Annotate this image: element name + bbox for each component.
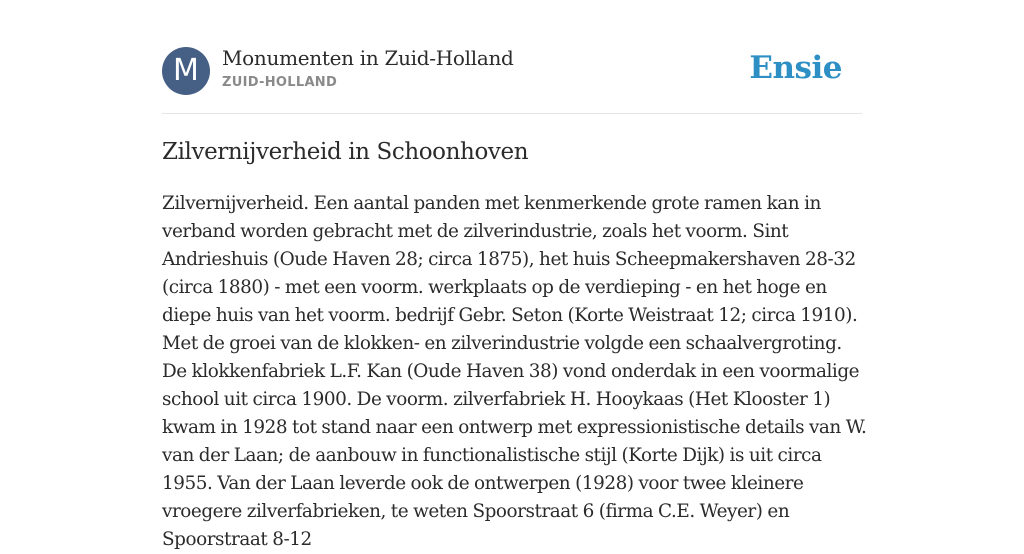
source-header <box>162 46 862 96</box>
source-title[interactable]: Monumenten in Zuid-Holland <box>222 46 514 70</box>
source-avatar[interactable]: M <box>162 47 210 95</box>
source-subtitle[interactable]: ZUID-HOLLAND <box>222 75 338 90</box>
article-title: Zilvernijverheid in Schoonhoven <box>162 139 529 165</box>
ensie-logo[interactable]: Ensie <box>749 50 842 86</box>
article-body: Zilvernijverheid. Een aantal panden met kenmerkende grote ramen kan in verband worden gebracht met de zilverindustrie, zoals het voorm. Sint Andrieshuis (Oude Haven 28; circa 1875), het huis Scheepmakershaven 28-32 (circa 1880) - met een voorm. werkplaats op de verdieping - en het hoge en diepe huis van het voorm. bedrijf Gebr. Seton (Korte Weistraat 12; circa 1910). Met de groei van de klokken- en zilverindustrie volgde een schaalvergroting. De klokkenfabriek L.F. Kan (Oude Haven 38) vond onderdak in een voormalige school uit circa 1900. De voorm. zilverfabriek H. Hooykaas (Het Klooster 1) kwam in 1928 tot stand naar een ontwerp met expressionistische details van W. van der Laan; de aanbouw in functionalistische stijl (Korte Dijk) is uit circa 1955. Van der Laan leverde ook de ontwerpen (1928) voor twee kleinere vroegere zilverfabrieken, te weten Spoorstraat 6 (firma C.E. Weyer) en Spoorstraat 8-12 <box>162 193 867 550</box>
header-divider <box>162 113 862 114</box>
